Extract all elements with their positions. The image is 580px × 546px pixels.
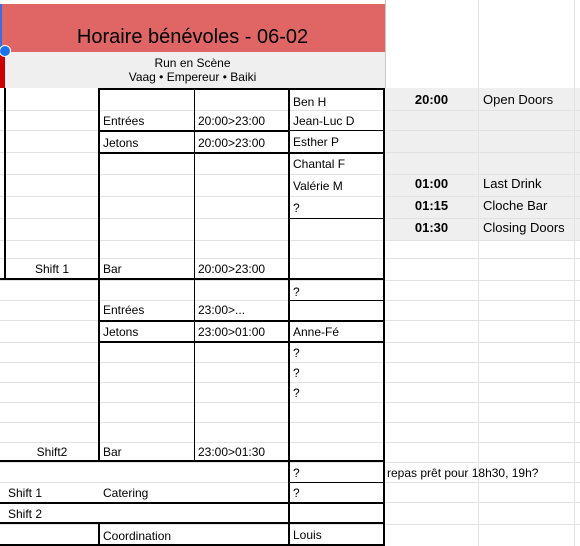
catering-task[interactable]: Catering xyxy=(103,486,149,500)
event-name: Run en Scène xyxy=(154,56,231,70)
schedule-time[interactable]: 01:30 xyxy=(414,220,449,235)
shift1-entrees-hours[interactable]: 20:00>23:00 xyxy=(198,114,266,128)
catering-volunteer[interactable]: ? xyxy=(293,466,300,480)
coordination-name[interactable]: Louis xyxy=(293,528,322,542)
cell-color-edge xyxy=(0,52,5,88)
schedule-event[interactable]: Open Doors xyxy=(483,92,554,107)
shift1-label[interactable]: Shift 1 xyxy=(34,262,70,276)
volunteer-name[interactable]: Chantal F xyxy=(293,157,346,171)
volunteer-name[interactable]: Jean-Luc D xyxy=(293,114,355,128)
artist-list: Vaag • Empereur • Baiki xyxy=(128,70,257,84)
schedule-event[interactable]: Cloche Bar xyxy=(483,198,548,213)
shift1-bar-task[interactable]: Bar xyxy=(103,262,122,276)
shift1-entrees-task[interactable]: Entrées xyxy=(103,114,145,128)
schedule-time[interactable]: 20:00 xyxy=(414,92,449,107)
shift1-jetons-hours[interactable]: 20:00>23:00 xyxy=(198,136,266,150)
volunteer-name[interactable]: ? xyxy=(293,285,300,299)
shift2-jetons-hours[interactable]: 23:00>01:00 xyxy=(198,325,266,339)
schedule-event[interactable]: Closing Doors xyxy=(483,220,565,235)
volunteer-name[interactable]: ? xyxy=(293,346,300,360)
page-title: Horaire bénévoles - 06-02 xyxy=(76,26,309,48)
volunteer-name[interactable]: Esther P xyxy=(293,135,340,149)
shift1-jetons-task[interactable]: Jetons xyxy=(103,136,139,150)
shift2-bar-task[interactable]: Bar xyxy=(103,445,122,459)
catering-shift2-label[interactable]: Shift 2 xyxy=(8,507,43,521)
coordination-task[interactable]: Coordination xyxy=(103,529,172,543)
volunteer-name[interactable]: ? xyxy=(293,366,300,380)
schedule-time[interactable]: 01:15 xyxy=(414,198,449,213)
shift2-bar-hours[interactable]: 23:00>01:30 xyxy=(198,445,266,459)
volunteer-name[interactable]: ? xyxy=(293,201,300,215)
volunteer-name[interactable]: Anne-Fé xyxy=(293,325,340,339)
shift2-label[interactable]: Shift2 xyxy=(36,445,68,459)
shift2-entrees-hours[interactable]: 23:00>... xyxy=(198,303,246,317)
shift2-entrees-task[interactable]: Entrées xyxy=(103,303,145,317)
shift1-bar-hours[interactable]: 20:00>23:00 xyxy=(198,262,266,276)
schedule-time[interactable]: 01:00 xyxy=(414,176,449,191)
volunteer-name[interactable]: ? xyxy=(293,386,300,400)
schedule-event[interactable]: Last Drink xyxy=(483,176,542,191)
catering-shift1-label[interactable]: Shift 1 xyxy=(8,486,43,500)
volunteer-name[interactable]: Valérie M xyxy=(293,179,343,193)
volunteer-name[interactable]: Ben H xyxy=(293,95,327,109)
shift2-jetons-task[interactable]: Jetons xyxy=(103,325,139,339)
subtitle-cell[interactable] xyxy=(0,52,385,88)
catering-note[interactable]: repas prêt pour 18h30, 19h? xyxy=(387,466,539,480)
catering-volunteer[interactable]: ? xyxy=(293,486,300,500)
